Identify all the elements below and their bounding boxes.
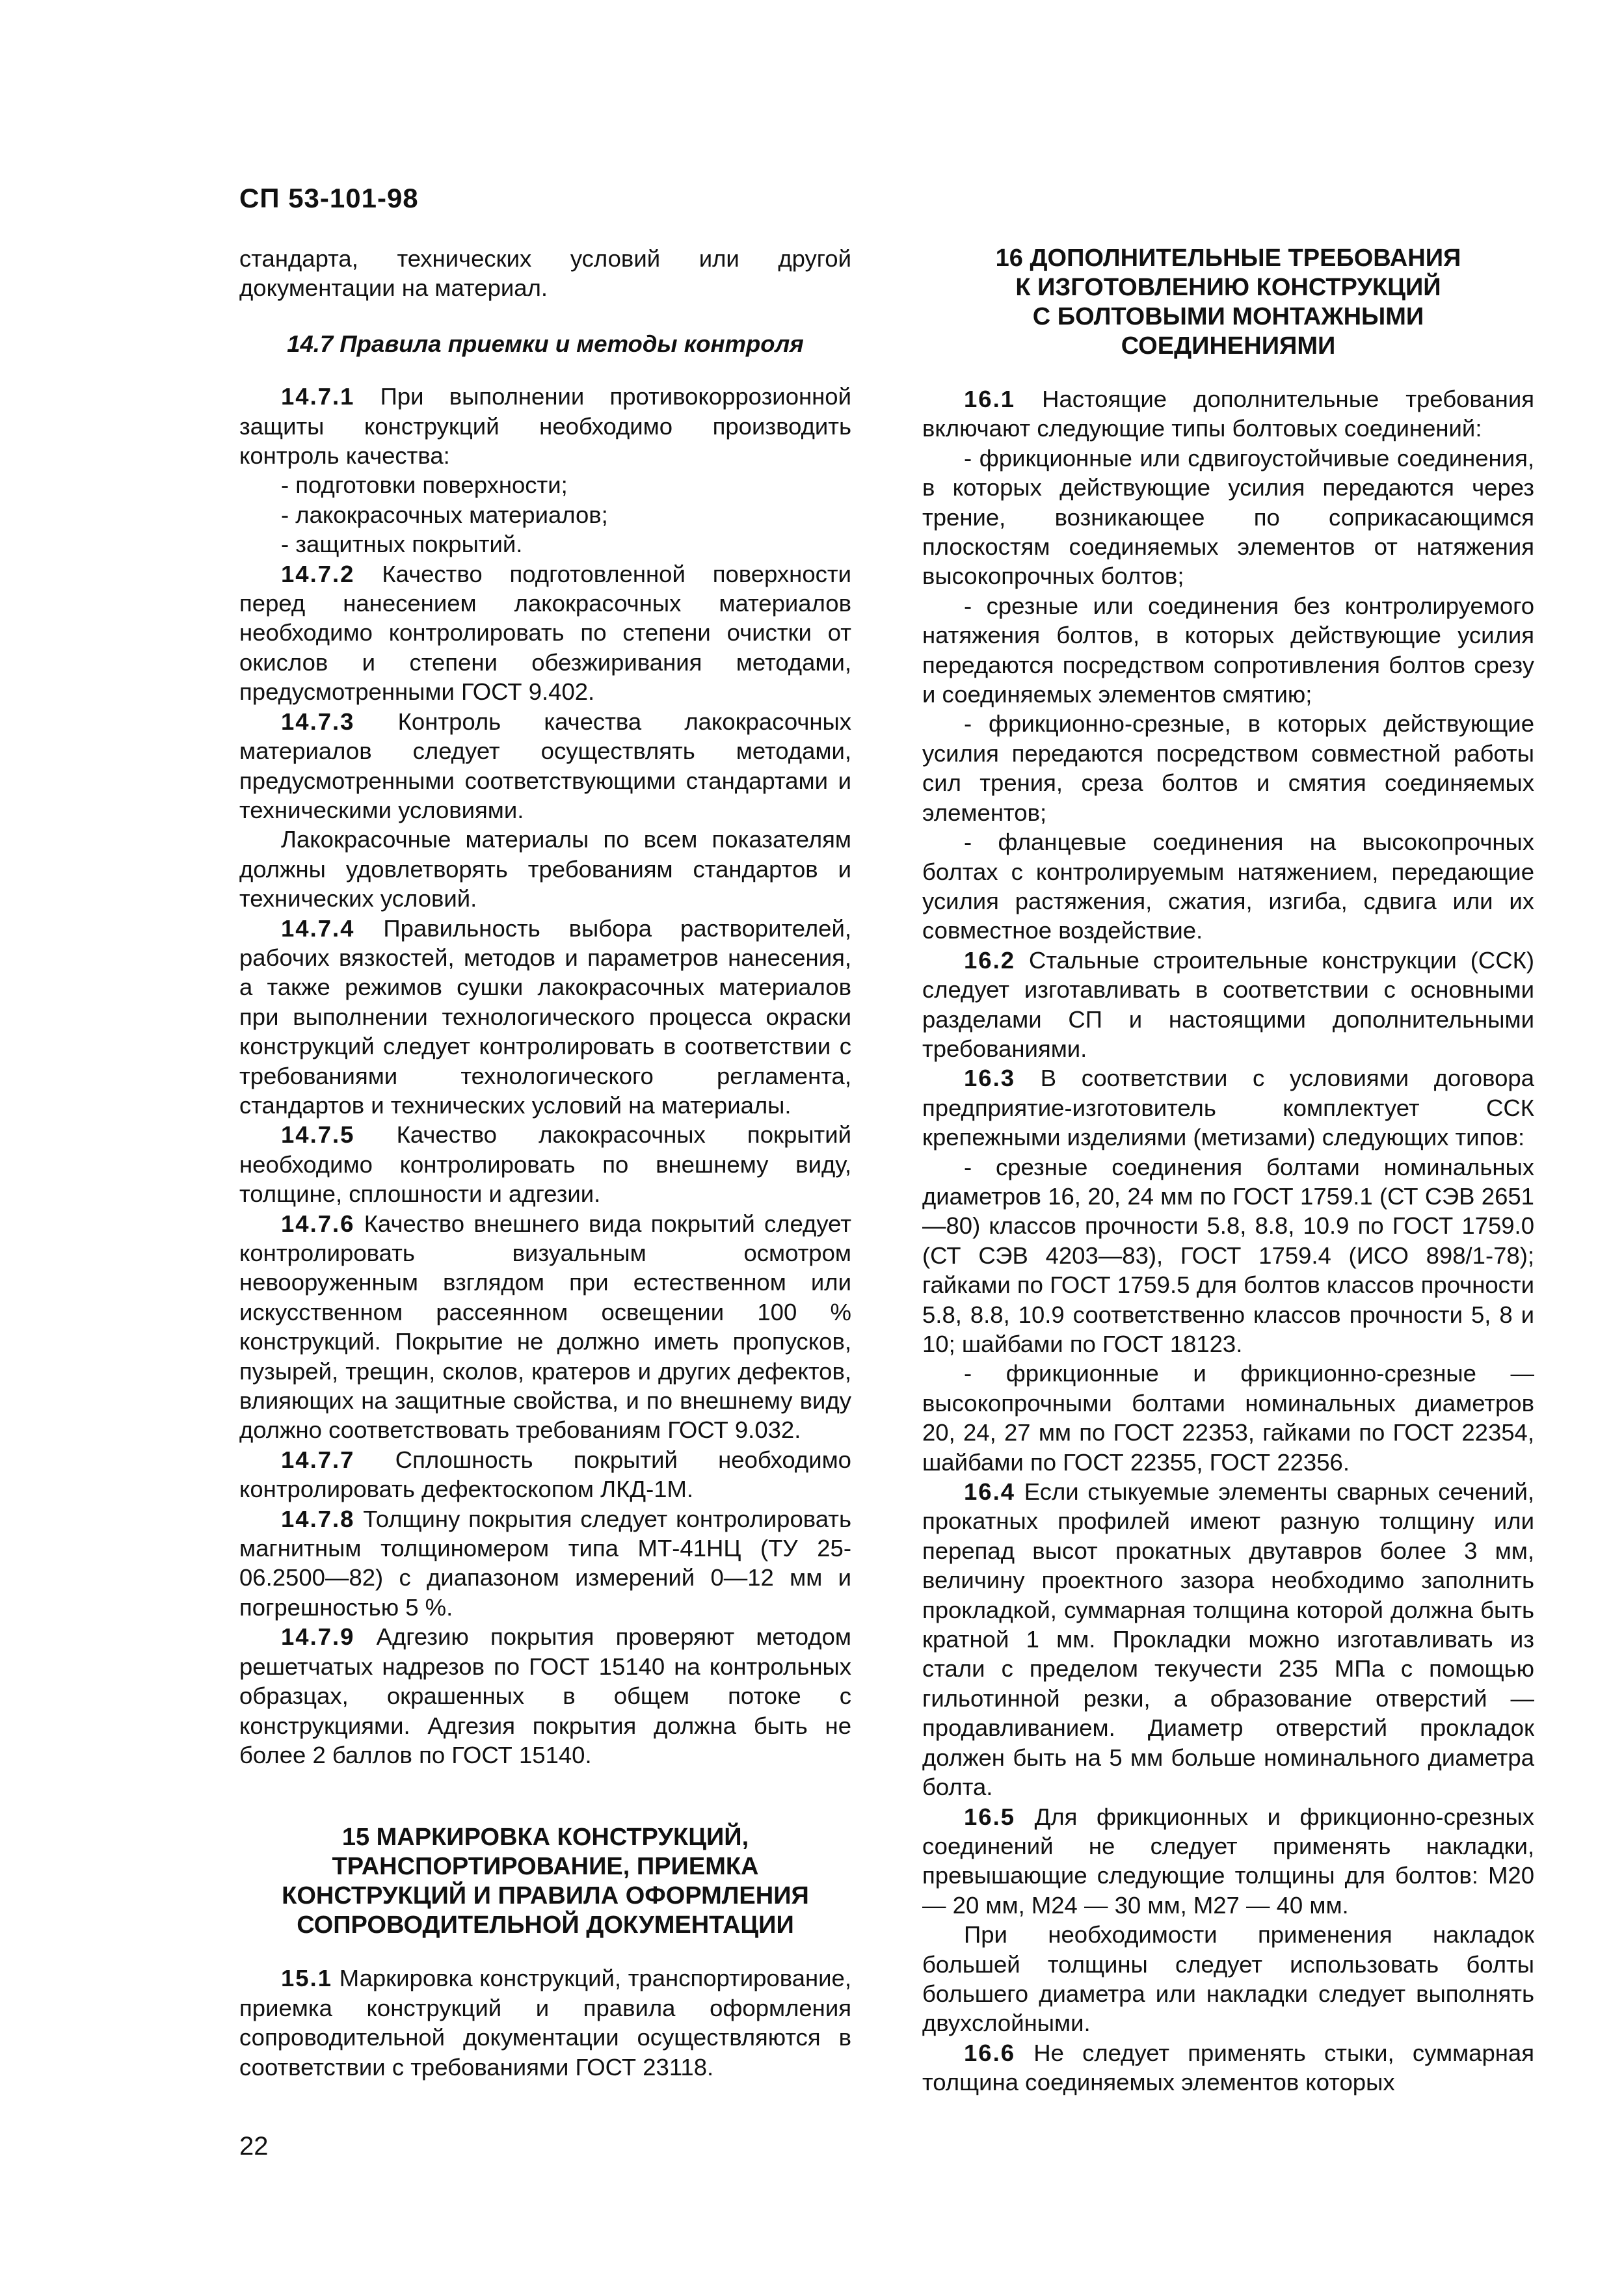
clause-16-4 bbox=[922, 1477, 1534, 1802]
clause-14-7-9 bbox=[239, 1622, 851, 1770]
clause-text: Качество лакокрасочных покрытий необходимо контролировать по внешнему виду, толщине, сплошности и адгезии. bbox=[239, 1121, 851, 1208]
clause-text: Качество подготовленной поверхности перед нанесением лакокрасочных материалов необходимо контролировать по степени очистки от окислов и степени обезжиривания методами, предусмотренными ГОСТ 9.402. bbox=[239, 560, 851, 706]
section-15-heading bbox=[239, 1823, 851, 1940]
clause-number: 16.5 bbox=[964, 1803, 1016, 1830]
clause-number: 16.4 bbox=[964, 1478, 1016, 1506]
clause-number: 14.7.5 bbox=[281, 1121, 355, 1149]
list-item: - срезные или соединения без контролируемого натяжения болтов, в которых действующие усилия передаются посредством сопротивления болтов срезу и соединяемых элементов смятию; bbox=[922, 592, 1534, 708]
clause-text: Маркировка конструкций, транспортирование, приемка конструкций и правила оформления сопроводительной документации осуществляются в соответствии с требованиями ГОСТ 23118. bbox=[239, 1965, 851, 2081]
document-code: СП 53-101-98 bbox=[239, 183, 419, 213]
clause-text: Толщину покрытия следует контролировать магнитным толщиномером типа МТ-41НЦ (ТУ 25-06.2500—82) с диапазоном измерений 0—12 мм и погрешностью 5 %. bbox=[239, 1505, 851, 1621]
clause-14-7-4 bbox=[239, 914, 851, 1121]
section-16-heading bbox=[922, 244, 1534, 361]
clause-number: 14.7.8 bbox=[281, 1505, 355, 1532]
page-number: 22 bbox=[239, 2132, 269, 2161]
clause-text: Настоящие дополнительные требования включают следующие типы болтовых соединений: bbox=[922, 386, 1534, 442]
left-column bbox=[239, 244, 851, 2082]
list-item: - фланцевые соединения на высокопрочных болтах с контролируемым натяжением, передающие усилия растяжения, сжатия, изгиба, сдвига или их совместное воздействие. bbox=[922, 829, 1534, 944]
list-item: - защитных покрытий. bbox=[281, 531, 523, 558]
clause-text: Не следует применять стыки, суммарная толщина соединяемых элементов которых bbox=[922, 2039, 1534, 2096]
list-item: - подготовки поверхности; bbox=[281, 472, 568, 499]
clause-text: Если стыкуемые элементы сварных сечений, прокатных профилей имеют разную толщину или перепад высот прокатных двутавров более 3 мм, величину проектного зазора необходимо заполнить прокладкой, суммарная толщина которой должна быть кратной 1 мм. Прокладки можно изготавливать из стали с пределом текучести 235 МПа с помощью гильотинной резки, а образование отверстий — продавливанием. Диаметр отверстий прокладок должен быть на 5 мм больше номинального диаметра болта. bbox=[922, 1478, 1534, 1801]
clause-14-7-2 bbox=[239, 559, 851, 707]
heading-line: 15 МАРКИРОВКА КОНСТРУКЦИЙ, bbox=[341, 1824, 749, 1852]
clause-number: 16.1 bbox=[964, 386, 1016, 412]
clause-16-5 bbox=[922, 1802, 1534, 1921]
clause-16-6 bbox=[922, 2038, 1534, 2097]
clause-number: 16.2 bbox=[964, 946, 1016, 974]
clause-text: Стальные строительные конструкции (ССК) следует изготавливать в соответствии с основными разделами СП и настоящими дополнительными требованиями. bbox=[922, 946, 1534, 1062]
clause-14-7-5 bbox=[239, 1120, 851, 1208]
clause-number: 14.7.2 bbox=[281, 560, 355, 587]
heading-line: СОЕДИНЕНИЯМИ bbox=[1121, 332, 1336, 360]
clause-14-7-6 bbox=[239, 1209, 851, 1445]
clause-number: 14.7.4 bbox=[281, 914, 355, 942]
clause-text: В соответствии с условиями договора предприятие-изготовитель комплектует ССК крепежными изделиями (метизами) следующих типов: bbox=[922, 1065, 1534, 1151]
clause-16-3 bbox=[922, 1063, 1534, 1152]
clause-number: 15.1 bbox=[281, 1965, 333, 1992]
paragraph: При необходимости применения накладок большей толщины следует использовать болты большего диаметра или накладки следует выполнять двухслойными. bbox=[922, 1921, 1534, 2037]
clause-number: 14.7.7 bbox=[281, 1446, 355, 1473]
heading-line: К ИЗГОТОВЛЕНИЮ КОНСТРУКЦИЙ bbox=[1015, 274, 1441, 301]
clause-text: Для фрикционных и фрикционно-срезных соединений не следует применять накладки, превышающие следующие толщины для болтов: М20 — 20 мм, М24 — 30 мм, М27 — 40 мм. bbox=[922, 1803, 1534, 1919]
clause-number: 14.7.1 bbox=[281, 383, 355, 410]
clause-number: 14.7.9 bbox=[281, 1623, 355, 1651]
clause-14-7-7 bbox=[239, 1445, 851, 1504]
paragraph: Лакокрасочные материалы по всем показателям должны удовлетворять требованиям стандартов и технических условий. bbox=[239, 826, 851, 912]
list-item: - лакокрасочных материалов; bbox=[281, 501, 608, 528]
clause-14-7-3 bbox=[239, 707, 851, 825]
clause-16-2 bbox=[922, 946, 1534, 1064]
clause-14-7-1 bbox=[239, 382, 851, 470]
clause-number: 14.7.3 bbox=[281, 708, 355, 735]
clause-number: 14.7.6 bbox=[281, 1210, 355, 1237]
list-item: - фрикционные или сдвигоустойчивые соединения, в которых действующие усилия передаются через трение, возникающее по соприкасающимся плоскостям соединяемых элементов от натяжения высокопрочных болтов; bbox=[922, 444, 1534, 590]
list-item: - фрикционные и фрикционно-срезные — высокопрочными болтами номинальных диаметров 20, 24, 27 мм по ГОСТ 22353, гайками по ГОСТ 22354, шайбами по ГОСТ 22355, ГОСТ 22356. bbox=[922, 1360, 1534, 1476]
clause-number: 16.6 bbox=[964, 2039, 1016, 2066]
right-column bbox=[922, 244, 1534, 2097]
clause-text: Адгезию покрытия проверяют методом решетчатых надрезов по ГОСТ 15140 на контрольных образцах, окрашенных в общем потоке с конструкциями. Адгезия покрытия должна быть не более 2 баллов по ГОСТ 15140. bbox=[239, 1623, 851, 1768]
heading-line: С БОЛТОВЫМИ МОНТАЖНЫМИ bbox=[1032, 303, 1424, 330]
clause-text: При выполнении противокоррозионной защиты конструкций необходимо производить контроль качества: bbox=[239, 383, 851, 470]
clause-text: Сплошность покрытий необходимо контролировать дефектоскопом ЛКД-1М. bbox=[239, 1446, 851, 1503]
clause-15-1 bbox=[239, 1963, 851, 2082]
clause-14-7-8 bbox=[239, 1504, 851, 1623]
heading-line: 16 ДОПОЛНИТЕЛЬНЫЕ ТРЕБОВАНИЯ bbox=[995, 245, 1461, 272]
subsection-14-7-title: 14.7 Правила приемки и методы контроля bbox=[287, 330, 804, 357]
list-item: - срезные соединения болтами номинальных диаметров 16, 20, 24 мм по ГОСТ 1759.1 (СТ СЭВ 2651—80) классов прочности 5.8, 8.8, 10.9 по ГОСТ 1759.0 (СТ СЭВ 4203—83), ГОСТ 1759.4 (ИСО 898/1-78); гайками по ГОСТ 1759.5 для болтов классов прочности 5.8, 8.8, 10.9 соответственно классов прочности 5, 8 и 10; шайбами по ГОСТ 18123. bbox=[922, 1153, 1535, 1357]
intro-paragraph: стандарта, технических условий или другой документации на материал. bbox=[239, 245, 851, 302]
list-item: - фрикционно-срезные, в которых действующие усилия передаются посредством совместной работы сил трения, среза болтов и смятия соединяемых элементов; bbox=[922, 710, 1534, 826]
clause-number: 16.3 bbox=[964, 1065, 1016, 1092]
clause-16-1 bbox=[922, 384, 1534, 444]
clause-text: Качество внешнего вида покрытий следует контролировать визуальным осмотром невооруженным взглядом при естественном или искусственном рассеянном освещении 100 % конструкций. Покрытие не должно иметь пропусков, пузырей, трещин, сколов, кратеров и других дефектов, влияющих на защитные свойства, и по внешнему виду должно соответствовать требованиям ГОСТ 9.032. bbox=[239, 1210, 851, 1444]
heading-line: ТРАНСПОРТИРОВАНИЕ, ПРИЕМКА bbox=[332, 1853, 759, 1881]
clause-text: Контроль качества лакокрасочных материалов следует осуществлять методами, предусмотренными соответствующими стандартами и техническими условиями. bbox=[239, 708, 851, 823]
heading-line: СОПРОВОДИТЕЛЬНОЙ ДОКУМЕНТАЦИИ bbox=[297, 1911, 794, 1939]
heading-line: КОНСТРУКЦИЙ И ПРАВИЛА ОФОРМЛЕНИЯ bbox=[282, 1882, 809, 1910]
clause-text: Правильность выбора растворителей, рабочих вязкостей, методов и параметров нанесения, а также режимов сушки лакокрасочных материалов при выполнении технологического процесса окраски конструкций следует контролировать в соответствии с требованиями технологического регламента, стандартов и технических условий на материалы. bbox=[239, 914, 851, 1119]
